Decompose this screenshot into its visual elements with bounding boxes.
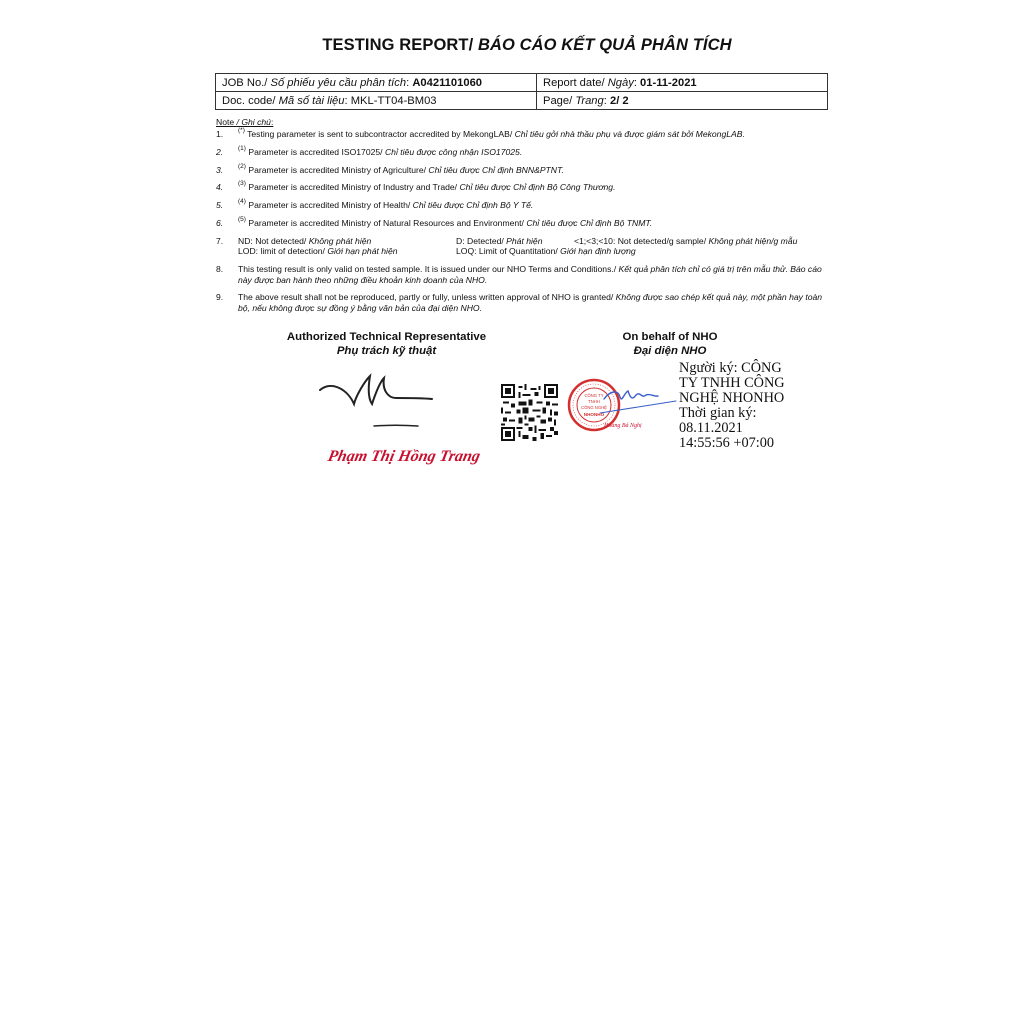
note-heading-vi: / Ghi chú <box>236 117 271 127</box>
loq-definition <box>456 246 636 257</box>
report-date-label-vi: Ngày <box>607 76 634 89</box>
lod-en: LOD: limit of detection/ <box>238 246 328 257</box>
lt-definition <box>574 236 797 247</box>
doc-code-label: Doc. code/ <box>222 94 279 107</box>
signer-line: TY TNHH CÔNG <box>679 375 785 392</box>
qr-code-icon <box>501 384 558 441</box>
note-number: 5. <box>216 200 224 211</box>
stamp-text-mid: TNHH <box>588 399 600 404</box>
note-number: 7. <box>216 235 224 246</box>
sign-date: 08.11.2021 <box>679 420 743 437</box>
note-heading-colon: : <box>270 117 274 127</box>
note-number: 3. <box>216 164 224 175</box>
note-number: 4. <box>216 182 224 193</box>
note-en: Testing parameter is sent to subcontractor accredited by MekongLAB/ <box>244 129 513 139</box>
note-vi: Chỉ tiêu được Chỉ định Bộ Công Thương. <box>457 182 616 193</box>
technical-representative-title: Authorized Technical Representative <box>286 331 487 343</box>
note-sup: (3) <box>238 180 246 188</box>
note-item <box>216 162 828 176</box>
note-vi: Chỉ tiêu gởi nhà thầu phụ và được giám sát bởi MekongLAB. <box>512 129 745 139</box>
sign-time: 14:55:56 +07:00 <box>679 435 775 452</box>
d-vi: Phát hiện <box>506 235 543 246</box>
note-item <box>216 182 828 193</box>
lt-vi: Không phát hiện/g mẫu <box>708 235 798 246</box>
nd-en: ND: Not detected/ <box>238 235 309 246</box>
d-en: D: Detected/ <box>456 235 507 246</box>
job-number-cell: JOB No./ Số phiếu yêu cầu phân tích: A0421101060 <box>216 74 537 92</box>
notes-list <box>216 129 828 321</box>
note-item <box>216 144 828 158</box>
loq-en: LOQ: Limit of Quantitation/ <box>456 246 561 257</box>
signer-line: NGHỆ NHONHO <box>679 390 785 407</box>
report-date: 01-11-2021 <box>640 76 697 89</box>
note-en: Parameter is accredited Ministry of Agriculture/ <box>245 164 427 175</box>
doc-code: MKL-TT04-BM03 <box>350 94 437 107</box>
title-vi: BÁO CÁO KẾT QUẢ PHÂN TÍCH <box>473 36 732 54</box>
stamp-text-bottom: NHONHO <box>583 412 605 417</box>
stamp-signature-name: Hoàng Bá Nghị <box>604 423 642 429</box>
note-item <box>216 200 828 211</box>
note-item <box>216 129 828 140</box>
note-vi: Kết quả phân tích chỉ có giá trị trên mẫu thử. Báo cáo này được ban hành theo những điều khoản kinh doanh của NHO. <box>238 264 822 285</box>
lt-en: <1;<3;<10: Not detected/g sample/ <box>574 235 709 246</box>
note-number: 8. <box>216 264 224 275</box>
technical-representative-subtitle: Phụ trách kỹ thuật <box>336 345 437 357</box>
representative-name: Phạm Thị Hồng Trang <box>326 448 482 465</box>
note-sup: (5) <box>238 215 246 223</box>
job-label-vi: Số phiếu yêu cầu phân tích <box>270 76 407 89</box>
on-behalf-block <box>600 330 740 358</box>
signer-line: Người ký: CÔNG <box>679 360 782 376</box>
note-vi: Chỉ tiêu được Chỉ định BNN&PTNT. <box>426 164 564 175</box>
report-date-cell: Report date/ Ngày: 01-11-2021 <box>537 74 828 92</box>
stamp-text-top: CÔNG TY <box>584 393 604 398</box>
page-label-vi: Trang <box>575 94 604 107</box>
note-vi: Chỉ tiêu được Chỉ định Bộ TNMT. <box>523 217 653 228</box>
page-cell: Page/ Trang: 2/ 2 <box>537 92 828 110</box>
note-vi: Không được sao chép kết quả này, một phần hay toàn bộ, nếu không được sự đồng ý bằng văn bản của đại diện NHO. <box>238 292 823 314</box>
nd-definition <box>238 236 456 247</box>
company-stamp-icon <box>566 375 678 435</box>
lod-vi: Giới hạn phát hiện <box>327 246 398 257</box>
stamp-text-mid2: CÔNG NGHỆ <box>581 405 607 410</box>
note-sup: (1) <box>238 144 246 152</box>
on-behalf-title: On behalf of NHO <box>622 331 718 343</box>
note-number: 9. <box>216 292 224 303</box>
note-item <box>216 215 828 229</box>
lod-definition <box>238 246 456 257</box>
note-item <box>216 264 828 285</box>
note-item <box>216 292 828 313</box>
loq-vi: Giới hạn định lượng <box>560 246 636 257</box>
note-sup: (4) <box>238 198 246 206</box>
nd-vi: Không phát hiện <box>308 235 372 246</box>
digital-signature-info <box>679 361 799 452</box>
note-number: 6. <box>216 217 224 228</box>
note-en: This testing result is only valid on tested sample. It is issued under our NHO Terms and Conditions./ <box>238 264 617 275</box>
note-heading-en: Note <box>216 117 237 127</box>
report-title <box>0 36 1024 55</box>
note-sup: (*) <box>238 127 245 134</box>
job-label: JOB No./ <box>222 76 271 89</box>
note-en: Parameter is accredited ISO17025/ <box>245 146 383 157</box>
notes-heading <box>216 117 273 127</box>
page-label: Page/ <box>543 94 576 107</box>
doc-code-label-vi: Mã số tài liệu <box>278 94 345 107</box>
note-en: Parameter is accredited Ministry of Health/ <box>245 200 411 211</box>
note-en: The above result shall not be reproduced, partly or fully, unless written approval of NHO is granted/ <box>238 292 614 303</box>
note-vi: Chỉ tiêu được Chỉ định Bộ Y Tế. <box>410 200 534 211</box>
note-en: Parameter is accredited Ministry of Industry and Trade/ <box>245 182 458 193</box>
note-sup: (2) <box>238 162 246 170</box>
technical-representative-block <box>270 330 503 358</box>
report-header-table <box>215 73 828 110</box>
on-behalf-subtitle: Đại diện NHO <box>633 345 707 357</box>
title-en: TESTING REPORT/ <box>322 36 474 54</box>
note-item-abbreviations <box>216 236 828 257</box>
d-definition <box>456 236 574 247</box>
note-number: 2. <box>216 146 224 157</box>
sign-time-label: Thời gian ký: <box>679 405 757 422</box>
note-en: Parameter is accredited Ministry of Natural Resources and Environment/ <box>245 217 524 228</box>
job-number: A0421101060 <box>412 76 483 89</box>
note-vi: Chỉ tiêu được công nhận ISO17025. <box>382 146 523 157</box>
page-number: 2/ 2 <box>609 94 629 107</box>
handwritten-signature-icon <box>318 368 436 434</box>
report-date-label: Report date/ <box>543 76 608 89</box>
note-number: 1. <box>216 129 224 139</box>
doc-code-cell: Doc. code/ Mã số tài liệu: MKL-TT04-BM03 <box>216 92 537 110</box>
